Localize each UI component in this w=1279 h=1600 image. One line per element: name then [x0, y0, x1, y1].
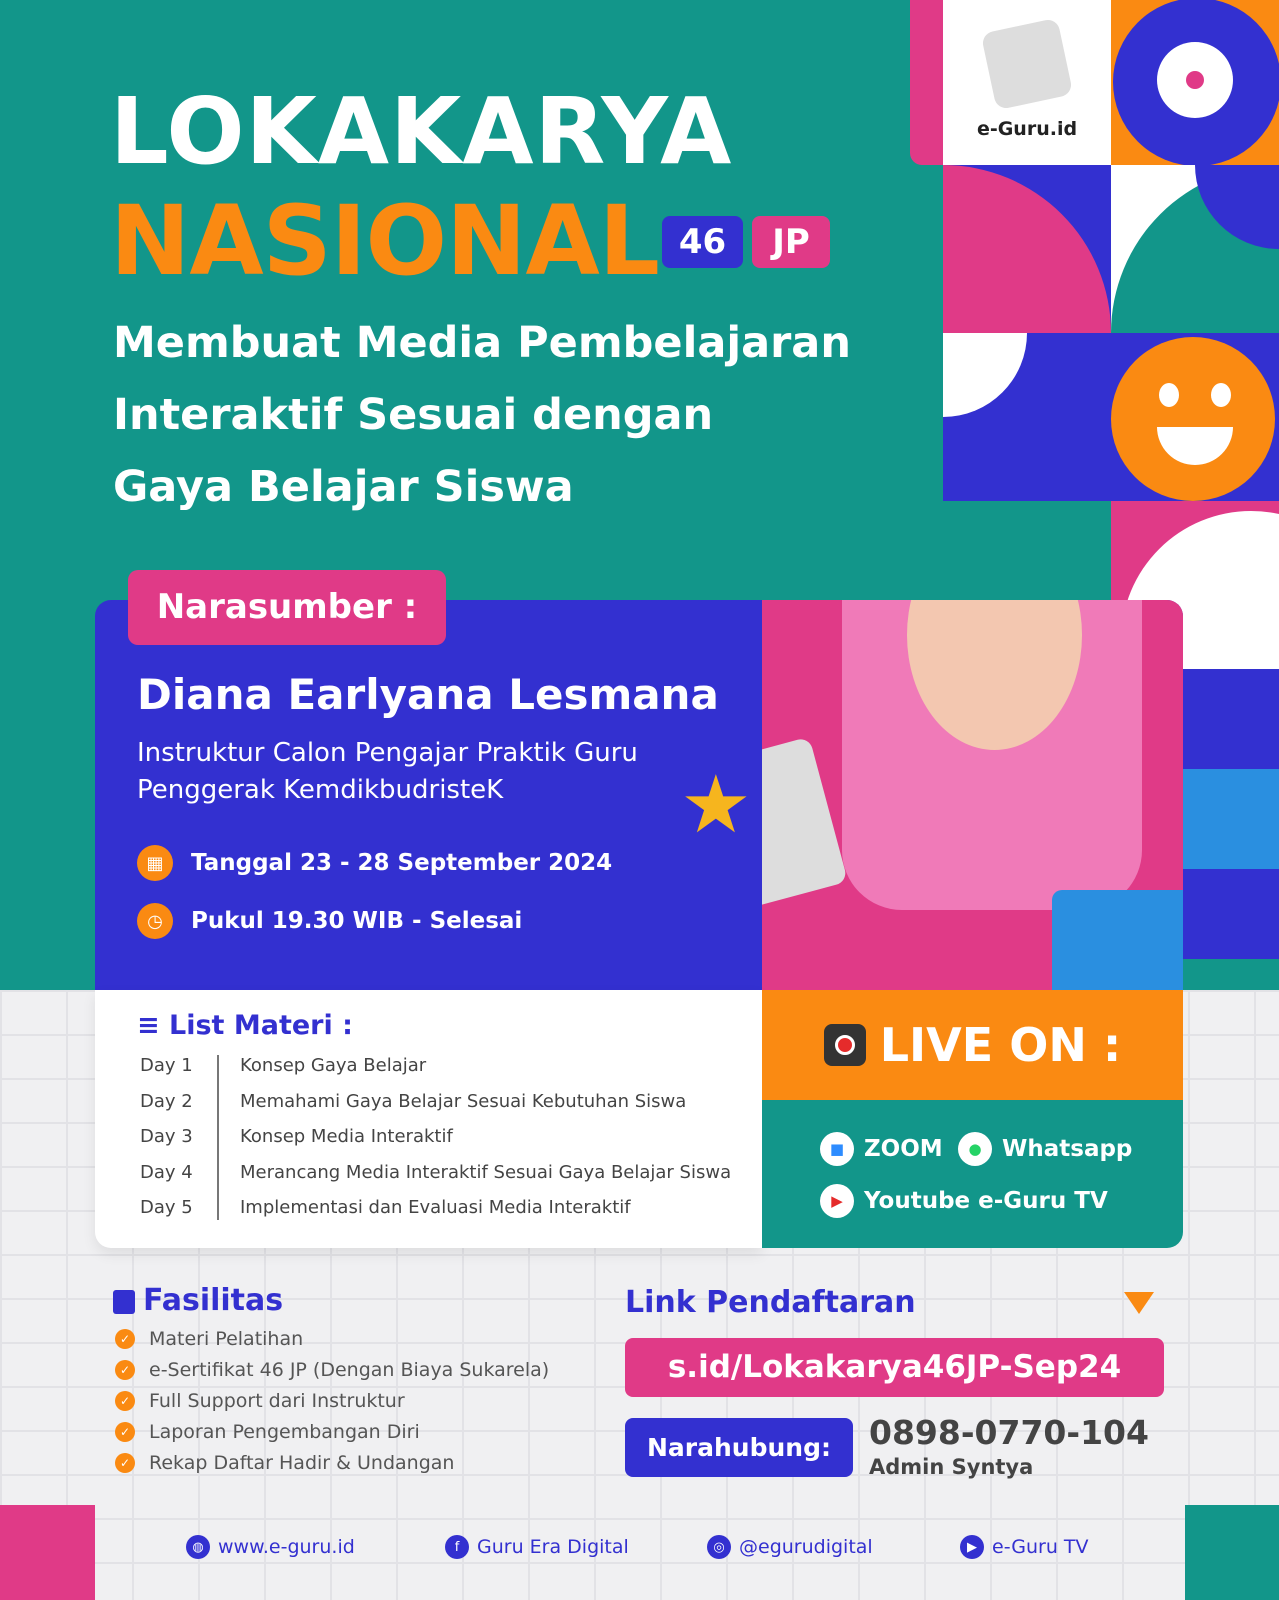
- footer-website[interactable]: [186, 1535, 355, 1559]
- footer-text: Guru Era Digital: [477, 1536, 629, 1558]
- subtitle-line: Membuat Media Pembelajaran: [113, 318, 851, 368]
- day-topic: Implementasi dan Evaluasi Media Interaktif: [240, 1197, 631, 1218]
- check-icon: ✓: [115, 1391, 135, 1411]
- check-icon: ✓: [115, 1422, 135, 1442]
- jp-unit-badge: JP: [752, 216, 830, 268]
- globe-icon: ◍: [186, 1535, 210, 1559]
- fasilitas-item: [115, 1421, 420, 1443]
- materi-item: [140, 1091, 686, 1112]
- day-topic: Memahami Gaya Belajar Sesuai Kebutuhan Siswa: [240, 1091, 687, 1112]
- day-label: Day 2: [140, 1091, 193, 1112]
- platforms-panel: [762, 1100, 1183, 1248]
- list-icon: ≡: [137, 1010, 170, 1041]
- subtitle-line: Gaya Belajar Siswa: [113, 462, 574, 512]
- materi-item: [140, 1197, 631, 1218]
- fasilitas-text: Materi Pelatihan: [149, 1328, 304, 1350]
- day-label: Day 4: [140, 1162, 193, 1183]
- facebook-icon: f: [445, 1535, 469, 1559]
- whatsapp-icon: ●: [958, 1132, 992, 1166]
- platform-label: ZOOM: [864, 1136, 943, 1162]
- youtube-icon: ▶: [820, 1184, 854, 1218]
- live-on-text: LIVE ON :: [879, 1018, 1122, 1072]
- fasilitas-item: [115, 1328, 303, 1350]
- platform-label: Youtube e-Guru TV: [864, 1188, 1108, 1214]
- day-topic: Konsep Media Interaktif: [240, 1126, 453, 1147]
- day-topic: Merancang Media Interaktif Sesuai Gaya Belajar Siswa: [240, 1162, 732, 1183]
- fasilitas-item: [115, 1359, 549, 1381]
- platform-whatsapp: [958, 1132, 1132, 1166]
- date-text: Tanggal 23 - 28 September 2024: [191, 850, 613, 876]
- footer-facebook[interactable]: [445, 1535, 629, 1559]
- calendar-icon: ▦: [137, 845, 173, 881]
- time-info: [137, 903, 522, 939]
- youtube-icon: ▶: [960, 1535, 984, 1559]
- bookmark-icon: [113, 1290, 135, 1314]
- contact-phone[interactable]: 0898-0770-104: [869, 1413, 1149, 1452]
- subtitle-line: Interaktif Sesuai dengan: [113, 390, 714, 440]
- time-text: Pukul 19.30 WIB - Selesai: [191, 908, 523, 934]
- laptop-icon: [762, 737, 848, 934]
- live-on-banner: [762, 990, 1183, 1100]
- fasilitas-text: Full Support dari Instruktur: [149, 1390, 405, 1412]
- footer-instagram[interactable]: [707, 1535, 873, 1559]
- zoom-icon: ■: [820, 1132, 854, 1166]
- logo-box: [943, 0, 1111, 165]
- fasilitas-text: Laporan Pengembangan Diri: [149, 1421, 420, 1443]
- materi-heading: [137, 1010, 353, 1041]
- speaker-role: Instruktur Calon Pengajar Praktik Guru: [137, 738, 638, 768]
- registration-link[interactable]: s.id/Lokakarya46JP-Sep24: [625, 1338, 1164, 1397]
- title-line-1: LOKAKARYA: [110, 78, 733, 185]
- fasilitas-heading: [113, 1283, 283, 1318]
- corner-decoration: [0, 1505, 95, 1600]
- arrow-down-icon: [1124, 1292, 1154, 1314]
- narasumber-tag: Narasumber :: [128, 570, 446, 645]
- instagram-icon: ◎: [707, 1535, 731, 1559]
- corner-decoration: [1185, 1505, 1279, 1600]
- fasilitas-heading-text: Fasilitas: [143, 1283, 284, 1318]
- platform-label: Whatsapp: [1002, 1136, 1133, 1162]
- star-icon: ★: [680, 758, 752, 851]
- platform-zoom: [820, 1132, 943, 1166]
- check-icon: ✓: [115, 1453, 135, 1473]
- fasilitas-item: [115, 1390, 405, 1412]
- registration-heading: Link Pendaftaran: [625, 1285, 916, 1320]
- footer-youtube[interactable]: [960, 1535, 1089, 1559]
- day-label: Day 3: [140, 1126, 193, 1147]
- book-icon: [981, 18, 1074, 111]
- fasilitas-text: e-Sertifikat 46 JP (Dengan Biaya Sukarela): [149, 1359, 550, 1381]
- day-label: Day 5: [140, 1197, 193, 1218]
- fasilitas-text: Rekap Daftar Hadir & Undangan: [149, 1452, 455, 1474]
- footer-text: @egurudigital: [739, 1536, 873, 1558]
- footer-text: e-Guru TV: [992, 1536, 1089, 1558]
- platform-youtube: [820, 1184, 1108, 1218]
- check-icon: ✓: [115, 1329, 135, 1349]
- materi-item: [140, 1055, 426, 1076]
- materi-item: [140, 1126, 453, 1147]
- speaker-name: Diana Earlyana Lesmana: [137, 670, 719, 719]
- stopwatch-icon: ◷: [137, 903, 173, 939]
- jp-number-badge: 46: [662, 216, 743, 268]
- materi-heading-text: List Materi :: [169, 1010, 353, 1041]
- speaker-photo: [762, 600, 1183, 990]
- title-line-2: NASIONAL: [110, 185, 659, 297]
- day-topic: Konsep Gaya Belajar: [240, 1055, 427, 1076]
- contact-label: Narahubung:: [625, 1418, 853, 1477]
- date-info: [137, 845, 612, 881]
- check-icon: ✓: [115, 1360, 135, 1380]
- record-icon: [824, 1024, 866, 1066]
- smiley-icon: [1111, 333, 1279, 501]
- materi-item: [140, 1162, 731, 1183]
- contact-name: Admin Syntya: [869, 1455, 1034, 1479]
- folder-icon: [1052, 890, 1183, 990]
- footer-text: www.e-guru.id: [218, 1536, 355, 1558]
- logo-text: e-Guru.id: [976, 118, 1078, 140]
- speaker-role: Penggerak KemdikbudristeK: [137, 775, 504, 805]
- day-label: Day 1: [140, 1055, 193, 1076]
- fasilitas-item: [115, 1452, 454, 1474]
